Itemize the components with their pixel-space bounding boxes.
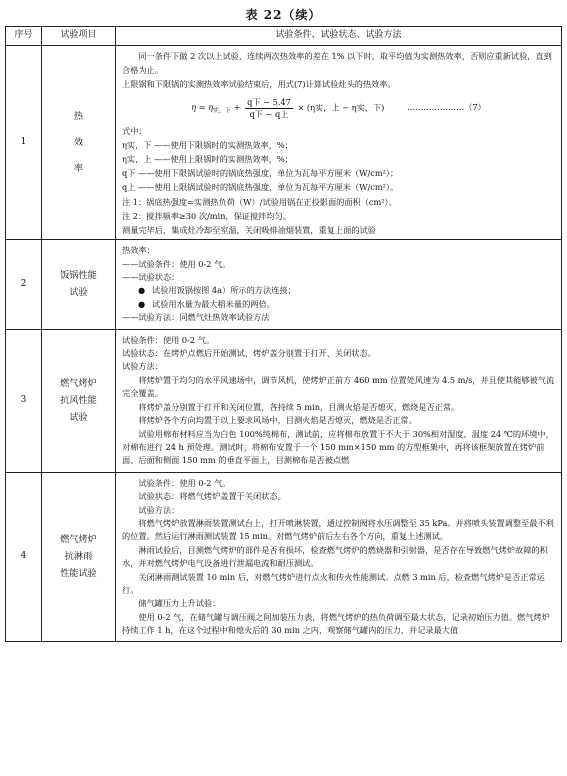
- test-item-label: 热 效 率: [73, 110, 84, 174]
- method-line: ——试验条件：使用 0-2 气。: [122, 258, 231, 269]
- test-item-label: 燃气烤炉 抗淋雨 性能试验: [60, 534, 97, 580]
- method-line: ——试验方法：同燃气灶热效率试验方法: [122, 312, 270, 323]
- bullet-icon: ●: [138, 298, 146, 309]
- method-line: 试验用棉布材料应当为白色 100%纯棉布，测试前，应将棉布放置于不大于 30%相对湿度，温度 24 ℃的环境中，对棉布进行 24 h 预处理。测试时，将棉布安置于一个 150 mm×150 mm 的方型框架中，再将该框架放置在烤炉前面、后面和侧面 150 mm 的垂直平面上，目测棉布是否被点燃: [122, 428, 554, 466]
- test-item: [42, 240, 116, 329]
- method-line: q上 ——使用上限锅试验时的锅底热强度，单位为瓦每平方厘米（W/cm²）。: [122, 182, 399, 193]
- method-line: 将燃气烤炉放置淋雨装置测试台上，打开喷淋装置，通过控制阀将水压调整至 35 kPa。并将喷头装置调整至最不利的位置。然后运行淋雨测试装置 15 min。对燃气烤炉前后左右各个方向，重复上述测试。: [122, 517, 554, 542]
- method-line: 试验条件：使用 0-2 气。: [122, 334, 215, 345]
- method-line: 试验状态：在烤炉点燃后开始测试，烤炉盖分别置于打开、关闭状态。: [122, 348, 376, 359]
- table-row: [6, 46, 562, 240]
- method-line: η实，上 ——使用上限锅时的实测热效率，%；: [122, 154, 293, 165]
- test-item-label: 燃气烤炉 抗风性能 试验: [60, 378, 97, 424]
- method-line: 热效率：: [122, 245, 155, 256]
- row-number: 3: [6, 329, 42, 472]
- table-row: [6, 329, 562, 472]
- equation-lhs: $\eta = \eta_{实,下}$ +: [191, 102, 244, 115]
- test-item: [42, 472, 116, 641]
- method-line: η实，下 ——使用下限锅时的实测热效率，%；: [122, 139, 293, 150]
- header-method: 试验条件、试验状态、试验方法: [116, 27, 562, 46]
- method-line: 将烤炉各个方向均置于以上要求风场中，目测火焰是否熄灭，燃烧是否正常。: [138, 415, 417, 426]
- bullet-item: ● 试验用水量为最大稻米量的两倍。: [122, 298, 555, 311]
- equation-fraction: [245, 97, 293, 120]
- test-method: [116, 472, 562, 641]
- method-line: 试验方法：: [138, 504, 180, 515]
- test-method: [116, 329, 562, 472]
- test-item: [42, 329, 116, 472]
- equation-numerator: q下 − 5.47: [247, 96, 291, 107]
- table-row: [6, 472, 562, 641]
- method-line: 将烤炉置于均匀的水平风速场中，调节风机，使烤炉正前方 460 mm 位置处风速为 4.5 m/s，并且使其能够被气流完全覆盖。: [122, 374, 555, 399]
- table-row: [6, 240, 562, 329]
- method-line: 试验方法：: [122, 361, 163, 372]
- method-line: 将烤炉盖分别置于打开和关闭位置，各持续 5 min，目测火焰是否熄灭，燃烧是否正常。: [138, 401, 460, 412]
- method-line: q下 ——使用下限锅试验时的锅底热强度，单位为瓦每平方厘米（W/cm²）；: [122, 168, 399, 179]
- equation-number: …………………（7）: [406, 102, 486, 113]
- method-line: 式中：: [122, 125, 147, 136]
- method-line: 使用 0-2 气，在储气罐与调压阀之间加装压力表，将燃气烤炉的热负荷调至最大状态，记录初始压力值。燃气烤炉持续工作 1 h，在这个过程中和熄火后的 30 min 之内，观察储气罐内的压力，并记录最大值: [122, 611, 550, 636]
- test-table: [5, 26, 562, 642]
- table-header-row: [6, 27, 562, 46]
- equation: [122, 97, 555, 120]
- method-line: 测量完毕后，集成灶冷却至室温，关闭吸排油烟装置，重复上面的试验: [122, 225, 376, 236]
- test-method: [116, 240, 562, 329]
- test-method: [116, 46, 562, 240]
- method-line: 淋雨试验后，目测燃气烤炉的部件是否有损坏，检查燃气烤炉的燃烧器和引射器，是否存在导致燃气烤炉故障的积水，并对燃气烤炉电气设备进行泄漏电流和耐压测试。: [122, 544, 548, 569]
- header-no: 序号: [6, 27, 42, 46]
- method-line: 同一条件下做 2 次以上试验，连续两次热效率的差在 1% 以下时，取平均值为实测热效率，否则应重新试验，直到合格为止。: [122, 51, 552, 76]
- method-line: 关闭淋雨测试装置 10 min 后，对燃气烤炉进行点火和传火性能测试。点燃 3 min 后，检查燃气烤炉是否正常运行。: [122, 571, 545, 595]
- bullet-item: ● 试验用饭锅按图 4a）所示的方法连接；: [122, 284, 555, 297]
- bullet-icon: ●: [138, 285, 146, 296]
- row-number: 2: [6, 240, 42, 329]
- method-line: ——试验状态：: [122, 272, 180, 283]
- method-line: 试验条件：使用 0-2 气。: [138, 477, 231, 488]
- note-line: 注 2：搅拌频率≥30 次/min，保证搅拌均匀。: [122, 210, 291, 221]
- note-line: 注 1：锅底热强度=实测热负荷（W）/试验用锅在正投影面的面积（cm²）。: [122, 196, 397, 207]
- method-line: 上限锅和下限锅的实测热效率试验结束后，用式(7)计算试验灶头的热效率。: [122, 79, 396, 90]
- method-line: 试验状态：将燃气烤炉盖置于关闭状态。: [138, 491, 286, 502]
- header-item: 试验项目: [42, 27, 116, 46]
- row-number: 4: [6, 472, 42, 641]
- test-item: [42, 46, 116, 240]
- equation-tail: × (η实，上 − η实，下): [297, 102, 385, 113]
- row-number: 1: [6, 46, 42, 240]
- page-title: 表 22（续）: [245, 8, 322, 22]
- equation-denominator: q下 − q上: [249, 108, 289, 119]
- method-line: 储气罐压力上升试验：: [138, 598, 221, 609]
- test-item-label: 饭锅性能 试验: [60, 270, 97, 299]
